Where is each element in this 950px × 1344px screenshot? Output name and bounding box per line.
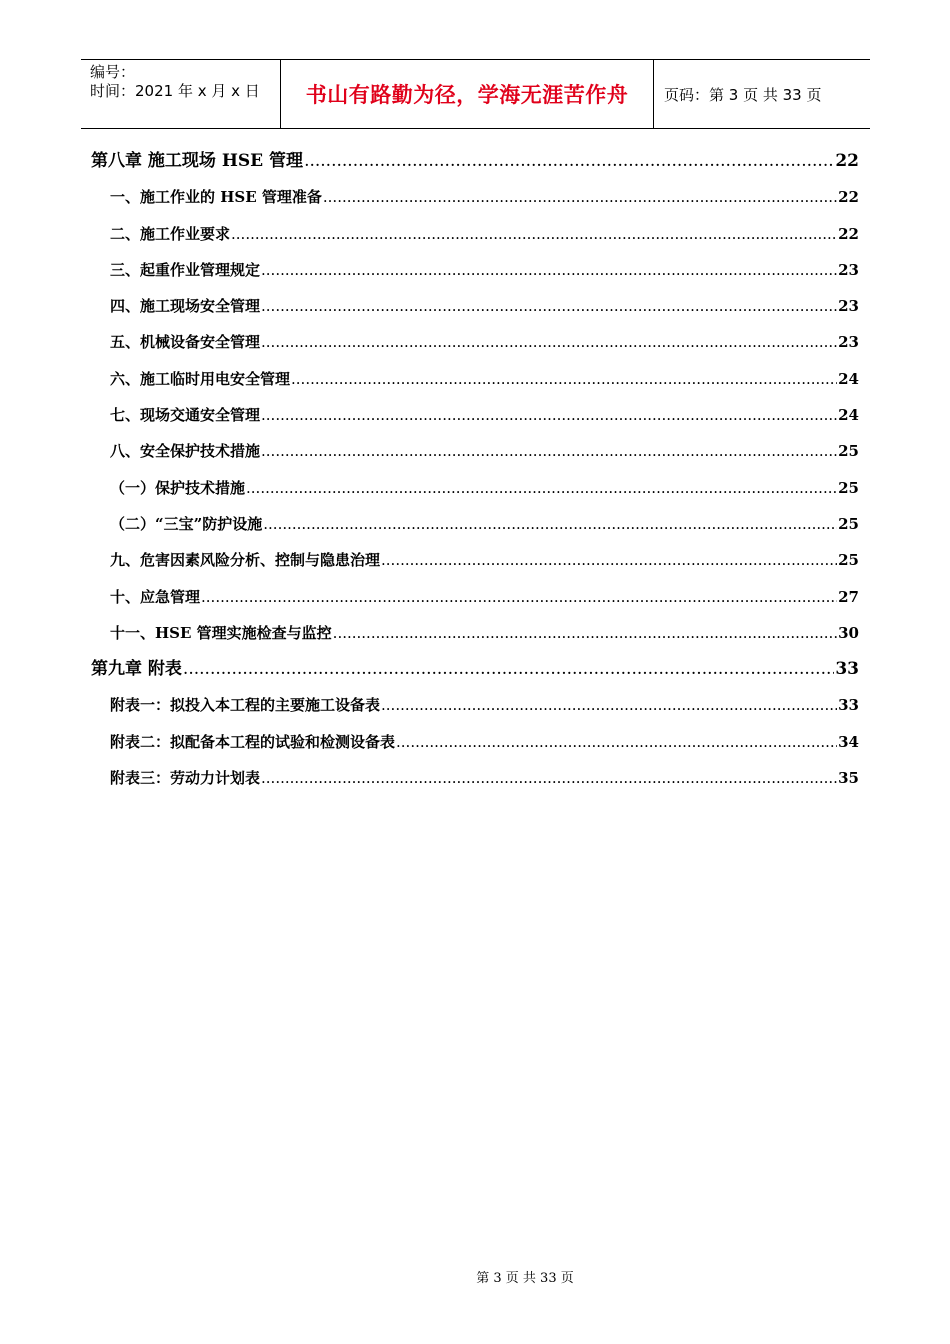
toc-entry-page-number: 23 xyxy=(838,333,859,352)
toc-dot-leader xyxy=(261,760,837,796)
toc-entry-page-number: 23 xyxy=(838,297,859,316)
toc-section-entry[interactable] xyxy=(91,542,859,578)
toc-entry-title: 附表三：劳动力计划表 xyxy=(110,769,261,788)
toc-dot-leader xyxy=(323,179,837,215)
toc-entry-page-number: 22 xyxy=(838,188,859,207)
toc-entry-title: 三、起重作业管理规定 xyxy=(110,260,261,279)
toc-section-entry[interactable] xyxy=(91,615,859,651)
toc-dot-leader xyxy=(396,724,837,760)
toc-entry-title: 十一、HSE 管理实施检查与监控 xyxy=(110,623,332,642)
toc-dot-leader xyxy=(183,651,834,687)
toc-entry-title: 附表二：拟配备本工程的试验和检测设备表 xyxy=(110,732,396,751)
toc-dot-leader xyxy=(261,324,837,360)
toc-section-entry[interactable] xyxy=(91,179,859,215)
toc-section-entry[interactable] xyxy=(91,687,859,723)
toc-entry-page-number: 35 xyxy=(838,769,859,788)
toc-dot-leader xyxy=(261,252,837,288)
toc-dot-leader xyxy=(201,579,837,615)
toc-entry-title: 六、施工临时用电安全管理 xyxy=(110,369,291,388)
toc-dot-leader xyxy=(333,615,837,651)
toc-section-entry[interactable] xyxy=(91,288,859,324)
toc-section-entry[interactable] xyxy=(91,579,859,615)
toc-entry-title: 二、施工作业要求 xyxy=(110,224,231,243)
toc-section-entry[interactable] xyxy=(91,506,859,542)
toc-entry-page-number: 27 xyxy=(838,587,859,606)
toc-entry-title: （一）保护技术措施 xyxy=(110,478,246,497)
toc-entry-page-number: 30 xyxy=(838,623,859,642)
toc-entry-page-number: 22 xyxy=(838,224,859,243)
header-meta xyxy=(81,60,281,128)
document-date: 时间：2021 年 x 月 x 日 xyxy=(90,82,260,100)
footer-page-number: 第 3 页 共 33 页 xyxy=(476,1271,574,1286)
toc-entry-title: 七、现场交通安全管理 xyxy=(110,406,261,425)
toc-dot-leader xyxy=(261,288,837,324)
toc-entry-page-number: 25 xyxy=(838,514,859,533)
header-page-info-cell xyxy=(654,60,870,128)
toc-entry-page-number: 23 xyxy=(838,260,859,279)
toc-entry-title: 一、施工作业的 HSE 管理准备 xyxy=(110,188,322,207)
toc-entry-page-number: 33 xyxy=(838,696,859,715)
toc-section-entry[interactable] xyxy=(91,397,859,433)
toc-section-entry[interactable] xyxy=(91,361,859,397)
toc-dot-leader xyxy=(231,216,837,252)
toc-dot-leader xyxy=(261,397,837,433)
toc-dot-leader xyxy=(381,542,837,578)
header-motto-cell xyxy=(281,60,654,128)
toc-entry-title: （二）“三宝”防护设施 xyxy=(110,514,263,533)
header-motto: 书山有路勤为径，学海无涯苦作舟 xyxy=(305,83,629,107)
toc-entry-title: 八、安全保护技术措施 xyxy=(110,442,261,461)
toc-entry-title: 四、施工现场安全管理 xyxy=(110,297,261,316)
toc-entry-page-number: 25 xyxy=(838,442,859,461)
table-of-contents xyxy=(91,143,859,796)
toc-entry-title: 附表一：拟投入本工程的主要施工设备表 xyxy=(110,696,381,715)
toc-section-entry[interactable] xyxy=(91,216,859,252)
toc-dot-leader xyxy=(263,506,837,542)
toc-entry-page-number: 25 xyxy=(838,551,859,570)
toc-entry-title: 五、机械设备安全管理 xyxy=(110,333,261,352)
toc-section-entry[interactable] xyxy=(91,724,859,760)
toc-dot-leader xyxy=(261,433,837,469)
toc-chapter-entry[interactable] xyxy=(91,143,859,179)
toc-chapter-entry[interactable] xyxy=(91,651,859,687)
header-page-info: 页码：第 3 页 共 33 页 xyxy=(664,85,822,104)
toc-dot-leader xyxy=(246,470,837,506)
toc-entry-page-number: 24 xyxy=(838,406,859,425)
toc-section-entry[interactable] xyxy=(91,433,859,469)
toc-entry-title: 第九章 附表 xyxy=(91,659,182,680)
toc-entry-page-number: 22 xyxy=(835,151,859,171)
toc-entry-page-number: 34 xyxy=(838,732,859,751)
page-header xyxy=(81,59,870,129)
page-footer xyxy=(0,1267,950,1286)
toc-section-entry[interactable] xyxy=(91,252,859,288)
toc-entry-page-number: 25 xyxy=(838,478,859,497)
toc-dot-leader xyxy=(304,143,834,179)
toc-section-entry[interactable] xyxy=(91,470,859,506)
toc-dot-leader xyxy=(381,687,837,723)
toc-entry-page-number: 33 xyxy=(835,659,859,680)
toc-entry-title: 十、应急管理 xyxy=(110,587,201,606)
toc-entry-page-number: 24 xyxy=(838,369,859,388)
toc-entry-title: 第八章 施工现场 HSE 管理 xyxy=(91,151,304,171)
toc-section-entry[interactable] xyxy=(91,324,859,360)
toc-section-entry[interactable] xyxy=(91,760,859,796)
toc-dot-leader xyxy=(291,361,837,397)
document-number-label: 编号： xyxy=(90,63,136,81)
toc-entry-title: 九、危害因素风险分析、控制与隐患治理 xyxy=(110,551,381,570)
